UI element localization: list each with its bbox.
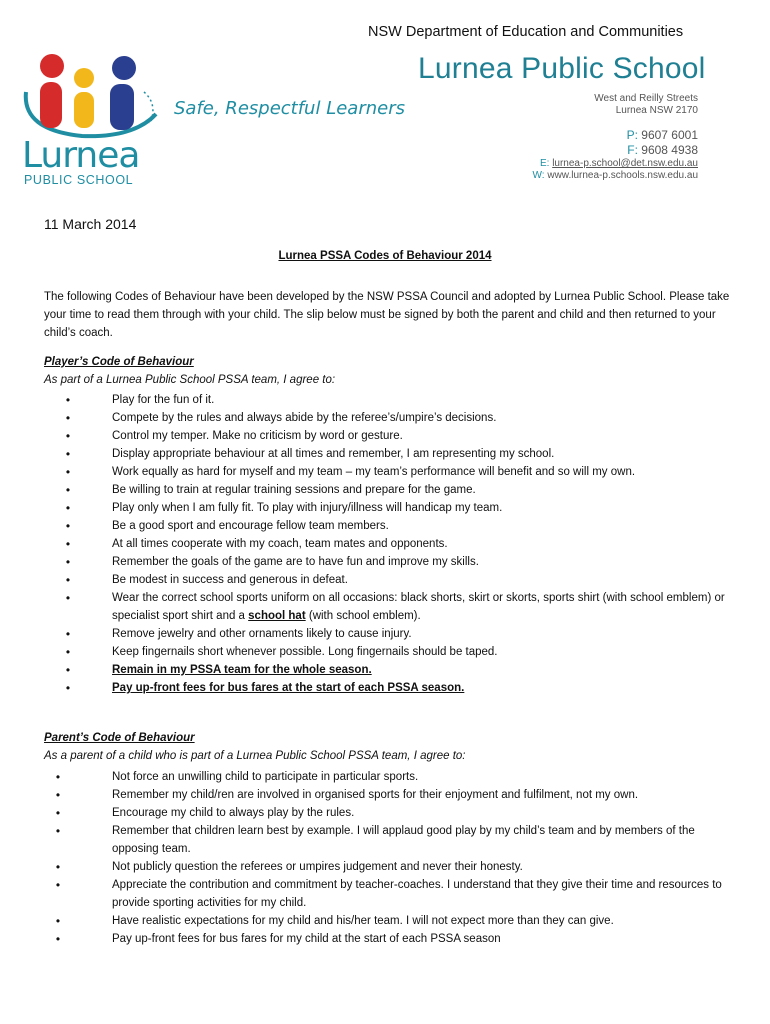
list-item — [50, 786, 730, 804]
bullet-icon: • — [65, 411, 71, 425]
list-item — [50, 876, 730, 912]
logo-subtitle: PUBLIC SCHOOL — [24, 173, 134, 187]
uniform-text-after: (with school emblem). — [305, 610, 421, 622]
list-item-text: Remember the goals of the game are to have fun and improve my skills. — [112, 556, 479, 568]
address-line-2: Lurnea NSW 2170 — [615, 105, 698, 116]
bullet-icon: • — [65, 393, 71, 407]
bullet-icon: • — [55, 860, 61, 874]
logo-figure-blue-body — [110, 84, 134, 130]
list-item — [50, 822, 730, 858]
list-item-emphasis — [60, 679, 740, 697]
uniform-text-before: Wear the correct school sports uniform on all occasions: black shorts, skirt or skorts, sports shirt (with school emblem) or specialist sport shirt and a — [112, 592, 725, 622]
list-item-text: Play for the fun of it. — [112, 394, 215, 406]
list-item — [60, 445, 740, 463]
fax-number: 9608 4938 — [641, 143, 698, 157]
list-item-text: Remove jewelry and other ornaments likely to cause injury. — [112, 628, 412, 640]
logo-figure-yellow-body — [74, 92, 94, 128]
uniform-text-emphasis: school hat — [248, 610, 306, 622]
list-item — [60, 517, 740, 535]
list-item — [60, 481, 740, 499]
list-item-emphasis — [60, 661, 740, 679]
list-item-text: Remember my child/ren are involved in organised sports for their enjoyment and fulfilment, not my own. — [112, 789, 639, 801]
bullet-icon: • — [65, 447, 71, 461]
player-code-heading: Player’s Code of Behaviour — [44, 356, 194, 368]
list-item — [50, 768, 730, 786]
bullet-icon: • — [65, 519, 71, 533]
list-item-text: Be willing to train at regular training sessions and prepare for the game. — [112, 484, 476, 496]
list-item — [60, 463, 740, 481]
list-item-text: At all times cooperate with my coach, team mates and opponents. — [112, 538, 448, 550]
player-code-subheading: As part of a Lurnea Public School PSSA team, I agree to: — [44, 374, 336, 386]
logo-figure-red-body — [40, 82, 62, 128]
list-item-text: Work equally as hard for myself and my team – my team’s performance will benefit and so will my own. — [112, 466, 636, 478]
list-item-text: Remember that children learn best by example. I will applaud good play by my child’s team and by members of the opposing team. — [112, 825, 695, 855]
list-item — [60, 391, 740, 409]
web-line — [533, 170, 698, 181]
logo-figure-red-head — [40, 54, 64, 78]
letter-title-text: Lurnea PSSA Codes of Behaviour 2014 — [278, 250, 492, 262]
list-item-text: Have realistic expectations for my child and his/her team. I will not expect more than they can give. — [112, 915, 614, 927]
bullet-icon: • — [65, 537, 71, 551]
phone-number: 9607 6001 — [641, 128, 698, 142]
list-item — [50, 912, 730, 930]
web-label: W: — [532, 170, 545, 181]
list-item-text: Be modest in success and generous in defeat. — [112, 574, 348, 586]
logo-figure-yellow-head — [74, 68, 94, 88]
email-line — [540, 158, 698, 169]
school-motto: Safe, Respectful Learners — [174, 98, 405, 119]
list-item — [60, 571, 740, 589]
bullet-icon: • — [65, 465, 71, 479]
logo-figure-blue-head — [112, 56, 136, 80]
bullet-icon: • — [65, 663, 71, 677]
bullet-icon: • — [55, 806, 61, 820]
bullet-icon: • — [65, 681, 71, 695]
bullet-icon: • — [55, 770, 61, 784]
letter-date: 11 March 2014 — [44, 216, 137, 232]
phone-label: P: — [626, 128, 638, 142]
list-item-text: Not force an unwilling child to participate in particular sports. — [112, 771, 419, 783]
intro-paragraph: The following Codes of Behaviour have been developed by the NSW PSSA Council and adopted by Lurnea Public School. Please take your time to read them through with your child. The slip below must be signed by both the parent and child and then returned to your child’s coach. — [44, 291, 730, 339]
list-item-text: Remain in my PSSA team for the whole season. — [112, 664, 372, 676]
bullet-icon: • — [55, 932, 61, 946]
list-item-text: Compete by the rules and always abide by the referee’s/umpire’s decisions. — [112, 412, 497, 424]
bullet-icon: • — [65, 645, 71, 659]
list-item — [60, 499, 740, 517]
school-name: Lurnea Public School — [418, 52, 706, 85]
email-label: E: — [539, 158, 550, 169]
list-item-text: Pay up-front fees for bus fares for my child at the start of each PSSA season — [112, 933, 501, 945]
list-item-text: Encourage my child to always play by the rules. — [112, 807, 355, 819]
list-item — [60, 553, 740, 571]
list-item-text: Be a good sport and encourage fellow team members. — [112, 520, 389, 532]
web-address: www.lurnea-p.schools.nsw.edu.au — [547, 170, 698, 181]
bullet-icon: • — [55, 824, 61, 838]
list-item-uniform — [60, 589, 740, 625]
list-item — [50, 804, 730, 822]
logo-wordmark: Lurnea — [22, 135, 140, 176]
address-line-1: West and Reilly Streets — [594, 93, 698, 104]
list-item — [50, 858, 730, 876]
parent-code-heading: Parent’s Code of Behaviour — [44, 732, 195, 744]
list-item — [60, 409, 740, 427]
department-name: NSW Department of Education and Communities — [368, 24, 684, 40]
phone-line — [627, 128, 698, 142]
bullet-icon: • — [65, 573, 71, 587]
list-item — [60, 535, 740, 553]
list-item — [60, 625, 740, 643]
list-item-text: Display appropriate behaviour at all times and remember, I am representing my school. — [112, 448, 555, 460]
bullet-icon: • — [55, 788, 61, 802]
school-logo-icon — [22, 52, 162, 142]
list-item-text: Play only when I am fully fit. To play with injury/illness will handicap my team. — [112, 502, 503, 514]
bullet-icon: • — [65, 501, 71, 515]
list-item — [60, 427, 740, 445]
bullet-icon: • — [65, 555, 71, 569]
list-item-text: Appreciate the contribution and commitment by teacher-coaches. I understand that they give their time and resources to provide sporting activities for my child. — [112, 879, 722, 909]
list-item-text: Control my temper. Make no criticism by word or gesture. — [112, 430, 403, 442]
bullet-icon: • — [65, 627, 71, 641]
email-link[interactable]: lurnea-p.school@det.nsw.edu.au — [552, 158, 698, 169]
bullet-icon: • — [65, 429, 71, 443]
parent-code-subheading: As a parent of a child who is part of a Lurnea Public School PSSA team, I agree to: — [44, 750, 466, 762]
fax-label: F: — [627, 143, 638, 157]
list-item-text: Pay up-front fees for bus fares at the start of each PSSA season. — [112, 682, 465, 694]
player-code-list — [60, 391, 740, 697]
list-item-text: Not publicly question the referees or umpires judgement and never their honesty. — [112, 861, 523, 873]
list-item — [50, 930, 730, 948]
fax-line — [627, 143, 698, 157]
bullet-icon: • — [65, 483, 71, 497]
letter-title — [0, 250, 770, 262]
bullet-icon: • — [55, 914, 61, 928]
list-item — [60, 643, 740, 661]
bullet-icon: • — [55, 878, 61, 892]
parent-code-list — [50, 768, 730, 948]
bullet-icon: • — [65, 591, 71, 605]
list-item-text: Keep fingernails short whenever possible. Long fingernails should be taped. — [112, 646, 498, 658]
